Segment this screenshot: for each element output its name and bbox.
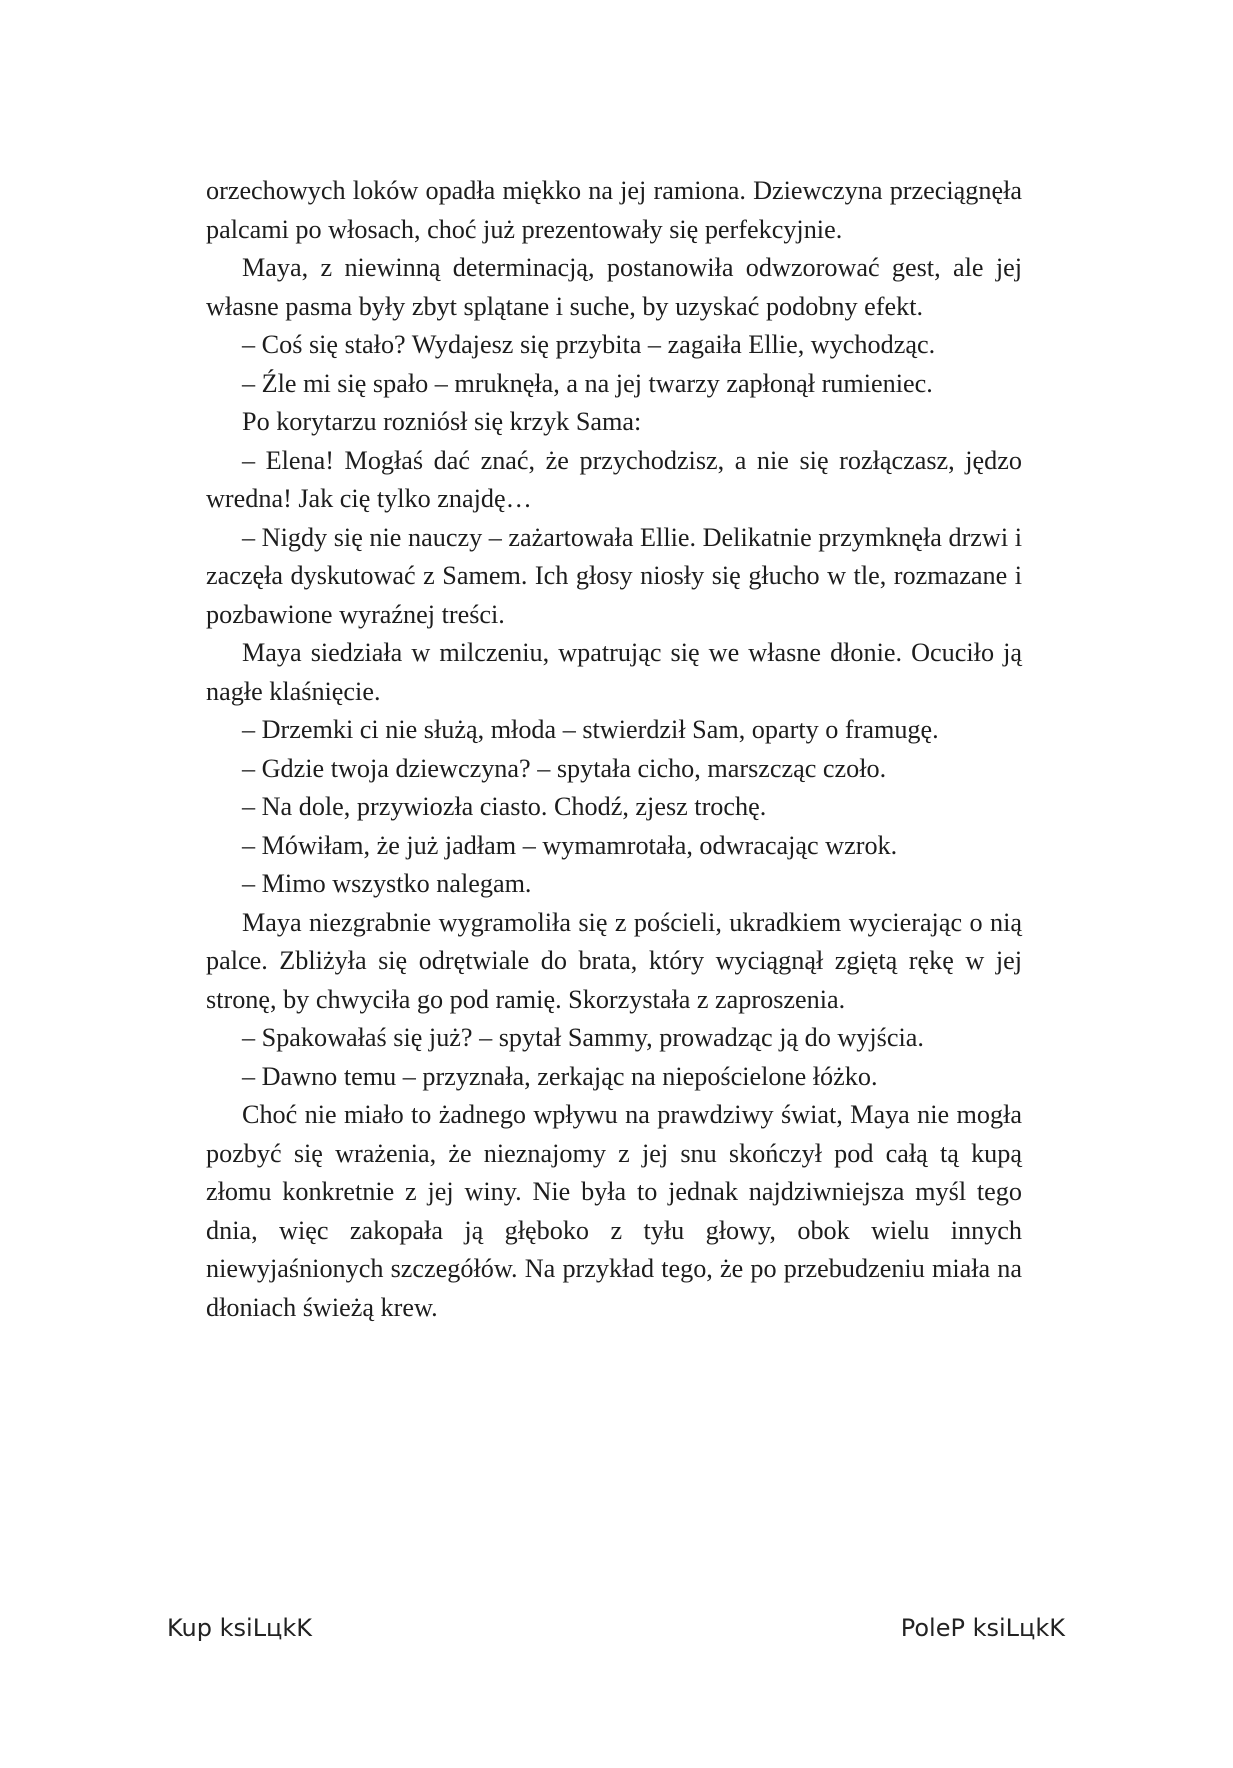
dialogue-line: – Gdzie twoja dziewczyna? – spytała cicho, marszcząc czoło. bbox=[242, 753, 887, 783]
footer-recommend-book-link[interactable]: PoleP ksiLцkK bbox=[900, 1614, 1065, 1642]
dialogue-line: – Źle mi się spało – mruknęła, a na jej twarzy zapłonął rumieniec. bbox=[242, 368, 933, 398]
dialogue-line: – Coś się stało? Wydajesz się przybita – zagaiła Ellie, wychodząc. bbox=[242, 330, 936, 359]
dialogue-line: – Mimo wszystko nalegam. bbox=[242, 869, 532, 898]
dialogue-line: – Na dole, przywiozła ciasto. Chodź, zjesz trochę. bbox=[242, 792, 767, 821]
dialogue-line: – Spakowałaś się już? – spytał Sammy, prowadząc ją do wyjścia. bbox=[242, 1023, 924, 1052]
paragraph: Maya niezgrabnie wygramoliła się z pościeli, ukradkiem wycierając o nią palce. Zbliżyła się odrętwiale do brata, który wyciągnął zgiętą rękę w jej stronę, by chwyciła go pod ramię. Skorzystała z zaproszenia. bbox=[206, 907, 1022, 1014]
book-page-text bbox=[206, 172, 1022, 1327]
paragraph-last: Choć nie miało to żadnego wpływu na prawdziwy świat, Maya nie mogła pozbyć się wrażenia, że nieznajomy z jej snu skończył pod całą tą kupą złomu konkretnie z jej winy. Nie była to jednak najdziwniejsza myśl tego dnia, więc zakopała ją głęboko z tyłu głowy, obok wielu innych niewyjaśnionych szczegółów. Na przykład tego, że po przebudzeniu miała na dłoniach świeżą krew. bbox=[206, 1100, 1022, 1322]
dialogue-line: – Dawno temu – przyznała, zerkając na niepościelone łóżko. bbox=[242, 1061, 878, 1091]
dialogue-line: – Drzemki ci nie służą, młoda – stwierdził Sam, oparty o framugę. bbox=[242, 715, 939, 744]
paragraph-1: orzechowych loków opadła miękko na jej ramiona. Dziewczyna przeciągnęła palcami po włosach, choć już prezentowały się perfekcyjnie. bbox=[206, 176, 1022, 244]
dialogue-line: – Elena! Mogłaś dać znać, że przychodzisz, a nie się rozłączasz, jędzo wredna! Jak cię tylko znajdę… bbox=[206, 445, 1022, 513]
footer-buy-book-link[interactable]: Kup ksiLцkK bbox=[167, 1614, 313, 1642]
dialogue-line: – Mówiłam, że już jadłam – wymamrotała, odwracając wzrok. bbox=[242, 830, 898, 860]
paragraph: Po korytarzu rozniósł się krzyk Sama: bbox=[242, 407, 642, 436]
paragraph-2: Maya, z niewinną determinacją, postanowiła odwzorować gest, ale jej własne pasma były zbyt splątane i suche, by uzyskać podobny efekt. bbox=[206, 253, 1022, 321]
paragraph: Maya siedziała w milczeniu, wpatrując się we własne dłonie. Ocuciło ją nagłe klaśnięcie. bbox=[206, 638, 1022, 706]
dialogue-line: – Nigdy się nie nauczy – zażartowała Ellie. Delikatnie przymknęła drzwi i zaczęła dyskutować z Samem. Ich głosy niosły się głucho w tle, rozmazane i pozbawione wyraźnej treści. bbox=[206, 522, 1022, 629]
